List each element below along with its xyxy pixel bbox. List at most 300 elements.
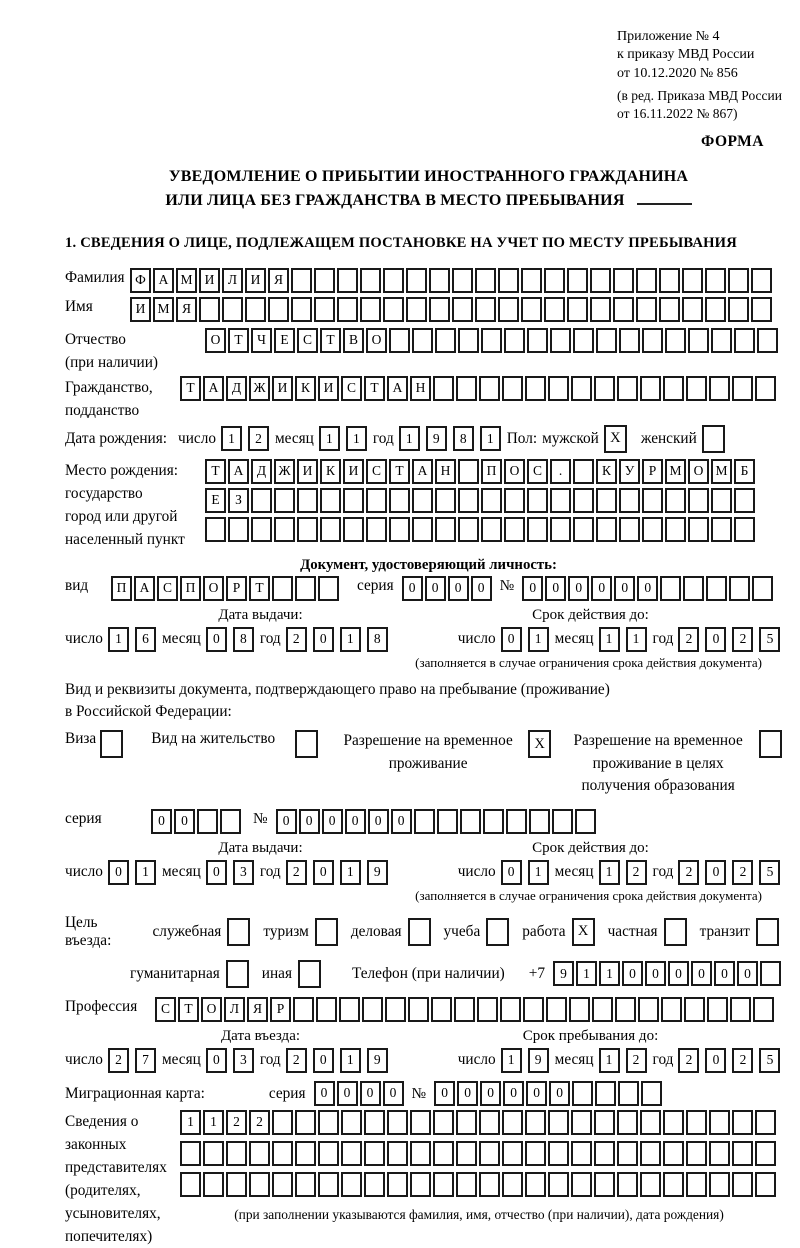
char-cell[interactable]: С [341, 376, 362, 401]
char-cell[interactable] [406, 268, 427, 293]
char-cell[interactable]: 0 [314, 1081, 335, 1106]
char-cell[interactable] [525, 376, 546, 401]
char-cell[interactable]: Т [320, 328, 341, 353]
char-cell[interactable] [479, 376, 500, 401]
char-cell[interactable]: 1 [203, 1110, 224, 1135]
char-cell[interactable]: Т [180, 376, 201, 401]
char-cell[interactable] [458, 488, 479, 513]
checkbox-cell[interactable] [227, 918, 250, 946]
char-cell[interactable] [272, 576, 293, 601]
char-cell[interactable]: 0 [471, 576, 492, 601]
char-cell[interactable] [684, 997, 705, 1022]
char-cell[interactable]: Ф [130, 268, 151, 293]
char-cell[interactable] [594, 1141, 615, 1166]
char-cell[interactable] [663, 1110, 684, 1135]
char-cell[interactable] [711, 488, 732, 513]
char-cell[interactable]: Ж [249, 376, 270, 401]
char-cell[interactable] [709, 1110, 730, 1135]
char-cell[interactable] [751, 297, 772, 322]
char-cell[interactable] [567, 268, 588, 293]
char-cell[interactable]: Б [734, 459, 755, 484]
char-cell[interactable] [226, 1141, 247, 1166]
char-cell[interactable] [360, 297, 381, 322]
char-cell[interactable]: Я [247, 997, 268, 1022]
char-cell[interactable] [640, 1172, 661, 1197]
char-cell[interactable] [366, 488, 387, 513]
char-cell[interactable] [199, 297, 220, 322]
char-cell[interactable] [660, 576, 681, 601]
char-cell[interactable]: 2 [732, 627, 753, 652]
checkbox-cell[interactable] [226, 960, 249, 988]
char-cell[interactable] [408, 997, 429, 1022]
char-cell[interactable] [617, 376, 638, 401]
char-cell[interactable] [272, 1110, 293, 1135]
char-cell[interactable] [665, 517, 686, 542]
char-cell[interactable]: 2 [249, 1110, 270, 1135]
char-cell[interactable] [686, 1141, 707, 1166]
char-cell[interactable]: 0 [545, 576, 566, 601]
char-cell[interactable]: 2 [732, 1048, 753, 1073]
char-cell[interactable] [659, 268, 680, 293]
char-cell[interactable]: 9 [426, 426, 447, 451]
char-cell[interactable] [337, 268, 358, 293]
char-cell[interactable] [707, 997, 728, 1022]
char-cell[interactable]: 0 [480, 1081, 501, 1106]
char-cell[interactable]: 3 [233, 860, 254, 885]
char-cell[interactable] [343, 517, 364, 542]
char-cell[interactable] [320, 488, 341, 513]
char-cell[interactable] [291, 297, 312, 322]
char-cell[interactable]: Р [270, 997, 291, 1022]
char-cell[interactable] [569, 997, 590, 1022]
char-cell[interactable]: 0 [714, 961, 735, 986]
char-cell[interactable] [546, 997, 567, 1022]
char-cell[interactable]: 2 [248, 426, 269, 451]
char-cell[interactable] [619, 488, 640, 513]
char-cell[interactable]: 3 [233, 1048, 254, 1073]
char-cell[interactable] [456, 1141, 477, 1166]
char-cell[interactable] [619, 328, 640, 353]
char-cell[interactable] [523, 997, 544, 1022]
char-cell[interactable] [734, 328, 755, 353]
char-cell[interactable]: К [596, 459, 617, 484]
char-cell[interactable]: Е [274, 328, 295, 353]
checkbox-cell[interactable]: X [572, 918, 595, 946]
char-cell[interactable] [318, 1141, 339, 1166]
char-cell[interactable]: 0 [501, 860, 522, 885]
char-cell[interactable] [249, 1172, 270, 1197]
char-cell[interactable] [529, 809, 550, 834]
char-cell[interactable] [460, 809, 481, 834]
char-cell[interactable] [753, 997, 774, 1022]
char-cell[interactable] [435, 328, 456, 353]
char-cell[interactable] [663, 376, 684, 401]
char-cell[interactable] [387, 1172, 408, 1197]
char-cell[interactable] [339, 997, 360, 1022]
char-cell[interactable] [389, 328, 410, 353]
char-cell[interactable] [706, 576, 727, 601]
char-cell[interactable]: 2 [108, 1048, 129, 1073]
char-cell[interactable] [458, 459, 479, 484]
char-cell[interactable] [412, 517, 433, 542]
char-cell[interactable] [732, 1110, 753, 1135]
char-cell[interactable] [544, 268, 565, 293]
char-cell[interactable]: 0 [614, 576, 635, 601]
char-cell[interactable]: 0 [313, 627, 334, 652]
char-cell[interactable] [573, 517, 594, 542]
char-cell[interactable] [337, 297, 358, 322]
char-cell[interactable] [682, 268, 703, 293]
char-cell[interactable] [228, 517, 249, 542]
char-cell[interactable]: Р [226, 576, 247, 601]
char-cell[interactable]: 0 [448, 576, 469, 601]
char-cell[interactable]: Я [268, 268, 289, 293]
char-cell[interactable] [548, 1110, 569, 1135]
char-cell[interactable] [295, 1172, 316, 1197]
char-cell[interactable]: 0 [549, 1081, 570, 1106]
char-cell[interactable] [458, 328, 479, 353]
char-cell[interactable] [433, 1141, 454, 1166]
char-cell[interactable] [502, 1172, 523, 1197]
char-cell[interactable]: О [366, 328, 387, 353]
char-cell[interactable] [343, 488, 364, 513]
char-cell[interactable] [732, 1172, 753, 1197]
char-cell[interactable]: П [481, 459, 502, 484]
char-cell[interactable]: 1 [626, 627, 647, 652]
char-cell[interactable]: 0 [151, 809, 172, 834]
char-cell[interactable]: 2 [678, 1048, 699, 1073]
char-cell[interactable] [341, 1110, 362, 1135]
char-cell[interactable] [596, 517, 617, 542]
char-cell[interactable] [297, 517, 318, 542]
char-cell[interactable]: Д [251, 459, 272, 484]
char-cell[interactable]: 1 [576, 961, 597, 986]
char-cell[interactable]: Я [176, 297, 197, 322]
char-cell[interactable]: 0 [691, 961, 712, 986]
char-cell[interactable]: И [318, 376, 339, 401]
char-cell[interactable]: 1 [480, 426, 501, 451]
char-cell[interactable]: 0 [737, 961, 758, 986]
char-cell[interactable] [755, 376, 776, 401]
char-cell[interactable]: Е [205, 488, 226, 513]
char-cell[interactable]: О [504, 459, 525, 484]
char-cell[interactable]: 1 [135, 860, 156, 885]
char-cell[interactable] [452, 297, 473, 322]
char-cell[interactable] [617, 1110, 638, 1135]
char-cell[interactable] [548, 1141, 569, 1166]
char-cell[interactable] [435, 517, 456, 542]
char-cell[interactable] [573, 488, 594, 513]
char-cell[interactable]: 1 [528, 627, 549, 652]
char-cell[interactable]: О [203, 576, 224, 601]
char-cell[interactable] [364, 1172, 385, 1197]
char-cell[interactable] [316, 997, 337, 1022]
char-cell[interactable] [481, 517, 502, 542]
char-cell[interactable] [686, 1172, 707, 1197]
char-cell[interactable] [709, 1172, 730, 1197]
char-cell[interactable] [619, 517, 640, 542]
char-cell[interactable]: С [366, 459, 387, 484]
char-cell[interactable] [456, 1172, 477, 1197]
char-cell[interactable] [730, 997, 751, 1022]
char-cell[interactable] [318, 1110, 339, 1135]
char-cell[interactable] [711, 517, 732, 542]
char-cell[interactable] [366, 517, 387, 542]
char-cell[interactable] [548, 1172, 569, 1197]
char-cell[interactable] [755, 1110, 776, 1135]
char-cell[interactable] [295, 1141, 316, 1166]
char-cell[interactable]: 5 [759, 860, 780, 885]
char-cell[interactable]: Т [249, 576, 270, 601]
char-cell[interactable]: 5 [759, 627, 780, 652]
char-cell[interactable] [318, 1172, 339, 1197]
char-cell[interactable] [481, 488, 502, 513]
char-cell[interactable] [665, 328, 686, 353]
char-cell[interactable] [550, 328, 571, 353]
char-cell[interactable]: Ж [274, 459, 295, 484]
char-cell[interactable] [711, 328, 732, 353]
char-cell[interactable] [728, 268, 749, 293]
char-cell[interactable]: 2 [678, 627, 699, 652]
char-cell[interactable] [757, 328, 778, 353]
char-cell[interactable]: 1 [108, 627, 129, 652]
checkbox-cell[interactable] [298, 960, 321, 988]
checkbox-cell[interactable] [315, 918, 338, 946]
char-cell[interactable] [596, 488, 617, 513]
char-cell[interactable] [617, 1141, 638, 1166]
char-cell[interactable] [272, 1141, 293, 1166]
char-cell[interactable] [527, 328, 548, 353]
char-cell[interactable]: Н [435, 459, 456, 484]
char-cell[interactable] [575, 809, 596, 834]
char-cell[interactable] [481, 328, 502, 353]
char-cell[interactable]: 1 [346, 426, 367, 451]
char-cell[interactable] [594, 1172, 615, 1197]
char-cell[interactable] [729, 576, 750, 601]
char-cell[interactable]: С [527, 459, 548, 484]
char-cell[interactable] [640, 1110, 661, 1135]
checkbox-cell[interactable] [756, 918, 779, 946]
char-cell[interactable]: З [228, 488, 249, 513]
char-cell[interactable] [615, 997, 636, 1022]
char-cell[interactable] [456, 1110, 477, 1135]
char-cell[interactable] [498, 268, 519, 293]
char-cell[interactable]: 0 [368, 809, 389, 834]
char-cell[interactable] [205, 517, 226, 542]
char-cell[interactable] [755, 1172, 776, 1197]
char-cell[interactable] [661, 997, 682, 1022]
char-cell[interactable]: 2 [286, 1048, 307, 1073]
char-cell[interactable]: 0 [299, 809, 320, 834]
char-cell[interactable] [504, 328, 525, 353]
char-cell[interactable] [640, 1141, 661, 1166]
char-cell[interactable]: 0 [391, 809, 412, 834]
char-cell[interactable]: 0 [206, 627, 227, 652]
char-cell[interactable]: О [688, 459, 709, 484]
char-cell[interactable] [688, 517, 709, 542]
char-cell[interactable]: 0 [276, 809, 297, 834]
char-cell[interactable] [251, 488, 272, 513]
char-cell[interactable] [734, 488, 755, 513]
char-cell[interactable]: 1 [528, 860, 549, 885]
char-cell[interactable] [383, 268, 404, 293]
char-cell[interactable] [636, 268, 657, 293]
char-cell[interactable] [295, 1110, 316, 1135]
char-cell[interactable] [613, 268, 634, 293]
char-cell[interactable] [222, 297, 243, 322]
char-cell[interactable] [414, 809, 435, 834]
char-cell[interactable] [412, 328, 433, 353]
char-cell[interactable] [732, 1141, 753, 1166]
char-cell[interactable]: 2 [286, 627, 307, 652]
checkbox-cell[interactable]: X [604, 425, 627, 453]
char-cell[interactable]: 0 [322, 809, 343, 834]
char-cell[interactable]: А [203, 376, 224, 401]
char-cell[interactable] [641, 1081, 662, 1106]
char-cell[interactable] [573, 459, 594, 484]
char-cell[interactable] [429, 297, 450, 322]
char-cell[interactable]: 0 [383, 1081, 404, 1106]
char-cell[interactable] [383, 297, 404, 322]
char-cell[interactable]: К [295, 376, 316, 401]
char-cell[interactable] [638, 997, 659, 1022]
char-cell[interactable]: П [180, 576, 201, 601]
char-cell[interactable]: 8 [453, 426, 474, 451]
char-cell[interactable] [226, 1172, 247, 1197]
char-cell[interactable] [433, 1172, 454, 1197]
char-cell[interactable] [293, 997, 314, 1022]
char-cell[interactable] [318, 576, 339, 601]
char-cell[interactable]: И [343, 459, 364, 484]
char-cell[interactable]: И [130, 297, 151, 322]
char-cell[interactable] [705, 268, 726, 293]
char-cell[interactable] [433, 376, 454, 401]
char-cell[interactable] [550, 488, 571, 513]
char-cell[interactable] [364, 1141, 385, 1166]
char-cell[interactable]: А [387, 376, 408, 401]
char-cell[interactable] [686, 376, 707, 401]
char-cell[interactable]: 0 [206, 860, 227, 885]
char-cell[interactable]: А [134, 576, 155, 601]
char-cell[interactable] [341, 1141, 362, 1166]
char-cell[interactable] [360, 268, 381, 293]
char-cell[interactable] [387, 1141, 408, 1166]
char-cell[interactable]: В [343, 328, 364, 353]
char-cell[interactable]: 0 [705, 627, 726, 652]
char-cell[interactable] [479, 1172, 500, 1197]
char-cell[interactable] [642, 328, 663, 353]
char-cell[interactable] [251, 517, 272, 542]
char-cell[interactable] [665, 488, 686, 513]
char-cell[interactable] [433, 1110, 454, 1135]
char-cell[interactable] [683, 576, 704, 601]
char-cell[interactable] [412, 488, 433, 513]
char-cell[interactable]: О [201, 997, 222, 1022]
char-cell[interactable]: 2 [226, 1110, 247, 1135]
char-cell[interactable] [728, 297, 749, 322]
char-cell[interactable] [479, 1141, 500, 1166]
char-cell[interactable]: 0 [402, 576, 423, 601]
char-cell[interactable] [452, 268, 473, 293]
char-cell[interactable] [477, 997, 498, 1022]
char-cell[interactable]: Т [364, 376, 385, 401]
char-cell[interactable] [572, 1081, 593, 1106]
char-cell[interactable] [475, 268, 496, 293]
char-cell[interactable]: 0 [622, 961, 643, 986]
char-cell[interactable] [548, 376, 569, 401]
char-cell[interactable]: 8 [233, 627, 254, 652]
char-cell[interactable] [362, 997, 383, 1022]
char-cell[interactable]: 9 [553, 961, 574, 986]
char-cell[interactable] [364, 1110, 385, 1135]
char-cell[interactable]: 0 [174, 809, 195, 834]
char-cell[interactable]: И [297, 459, 318, 484]
char-cell[interactable]: М [176, 268, 197, 293]
char-cell[interactable]: Л [224, 997, 245, 1022]
char-cell[interactable]: 0 [360, 1081, 381, 1106]
char-cell[interactable]: С [297, 328, 318, 353]
char-cell[interactable]: У [619, 459, 640, 484]
char-cell[interactable] [682, 297, 703, 322]
char-cell[interactable] [504, 488, 525, 513]
char-cell[interactable]: Р [642, 459, 663, 484]
char-cell[interactable] [341, 1172, 362, 1197]
char-cell[interactable] [435, 488, 456, 513]
char-cell[interactable] [571, 1110, 592, 1135]
char-cell[interactable] [525, 1141, 546, 1166]
char-cell[interactable] [751, 268, 772, 293]
char-cell[interactable] [410, 1141, 431, 1166]
char-cell[interactable] [410, 1172, 431, 1197]
char-cell[interactable]: 0 [108, 860, 129, 885]
char-cell[interactable]: 2 [732, 860, 753, 885]
char-cell[interactable] [590, 297, 611, 322]
char-cell[interactable]: А [228, 459, 249, 484]
char-cell[interactable]: И [272, 376, 293, 401]
checkbox-cell[interactable] [295, 730, 318, 758]
checkbox-cell[interactable] [486, 918, 509, 946]
char-cell[interactable]: Н [410, 376, 431, 401]
char-cell[interactable] [573, 328, 594, 353]
checkbox-cell[interactable] [408, 918, 431, 946]
char-cell[interactable] [274, 517, 295, 542]
char-cell[interactable] [571, 1172, 592, 1197]
char-cell[interactable] [760, 961, 781, 986]
char-cell[interactable] [437, 809, 458, 834]
char-cell[interactable]: Т [228, 328, 249, 353]
char-cell[interactable]: Т [178, 997, 199, 1022]
checkbox-cell[interactable] [100, 730, 123, 758]
char-cell[interactable] [659, 297, 680, 322]
char-cell[interactable] [688, 328, 709, 353]
char-cell[interactable] [755, 1141, 776, 1166]
char-cell[interactable] [502, 1141, 523, 1166]
char-cell[interactable]: 1 [180, 1110, 201, 1135]
char-cell[interactable]: 0 [705, 860, 726, 885]
char-cell[interactable]: А [153, 268, 174, 293]
char-cell[interactable]: 0 [591, 576, 612, 601]
char-cell[interactable] [314, 268, 335, 293]
char-cell[interactable] [295, 576, 316, 601]
char-cell[interactable] [527, 488, 548, 513]
char-cell[interactable]: 0 [425, 576, 446, 601]
char-cell[interactable] [456, 376, 477, 401]
char-cell[interactable]: 2 [626, 1048, 647, 1073]
char-cell[interactable]: 6 [135, 627, 156, 652]
char-cell[interactable] [245, 297, 266, 322]
char-cell[interactable] [500, 997, 521, 1022]
char-cell[interactable] [268, 297, 289, 322]
